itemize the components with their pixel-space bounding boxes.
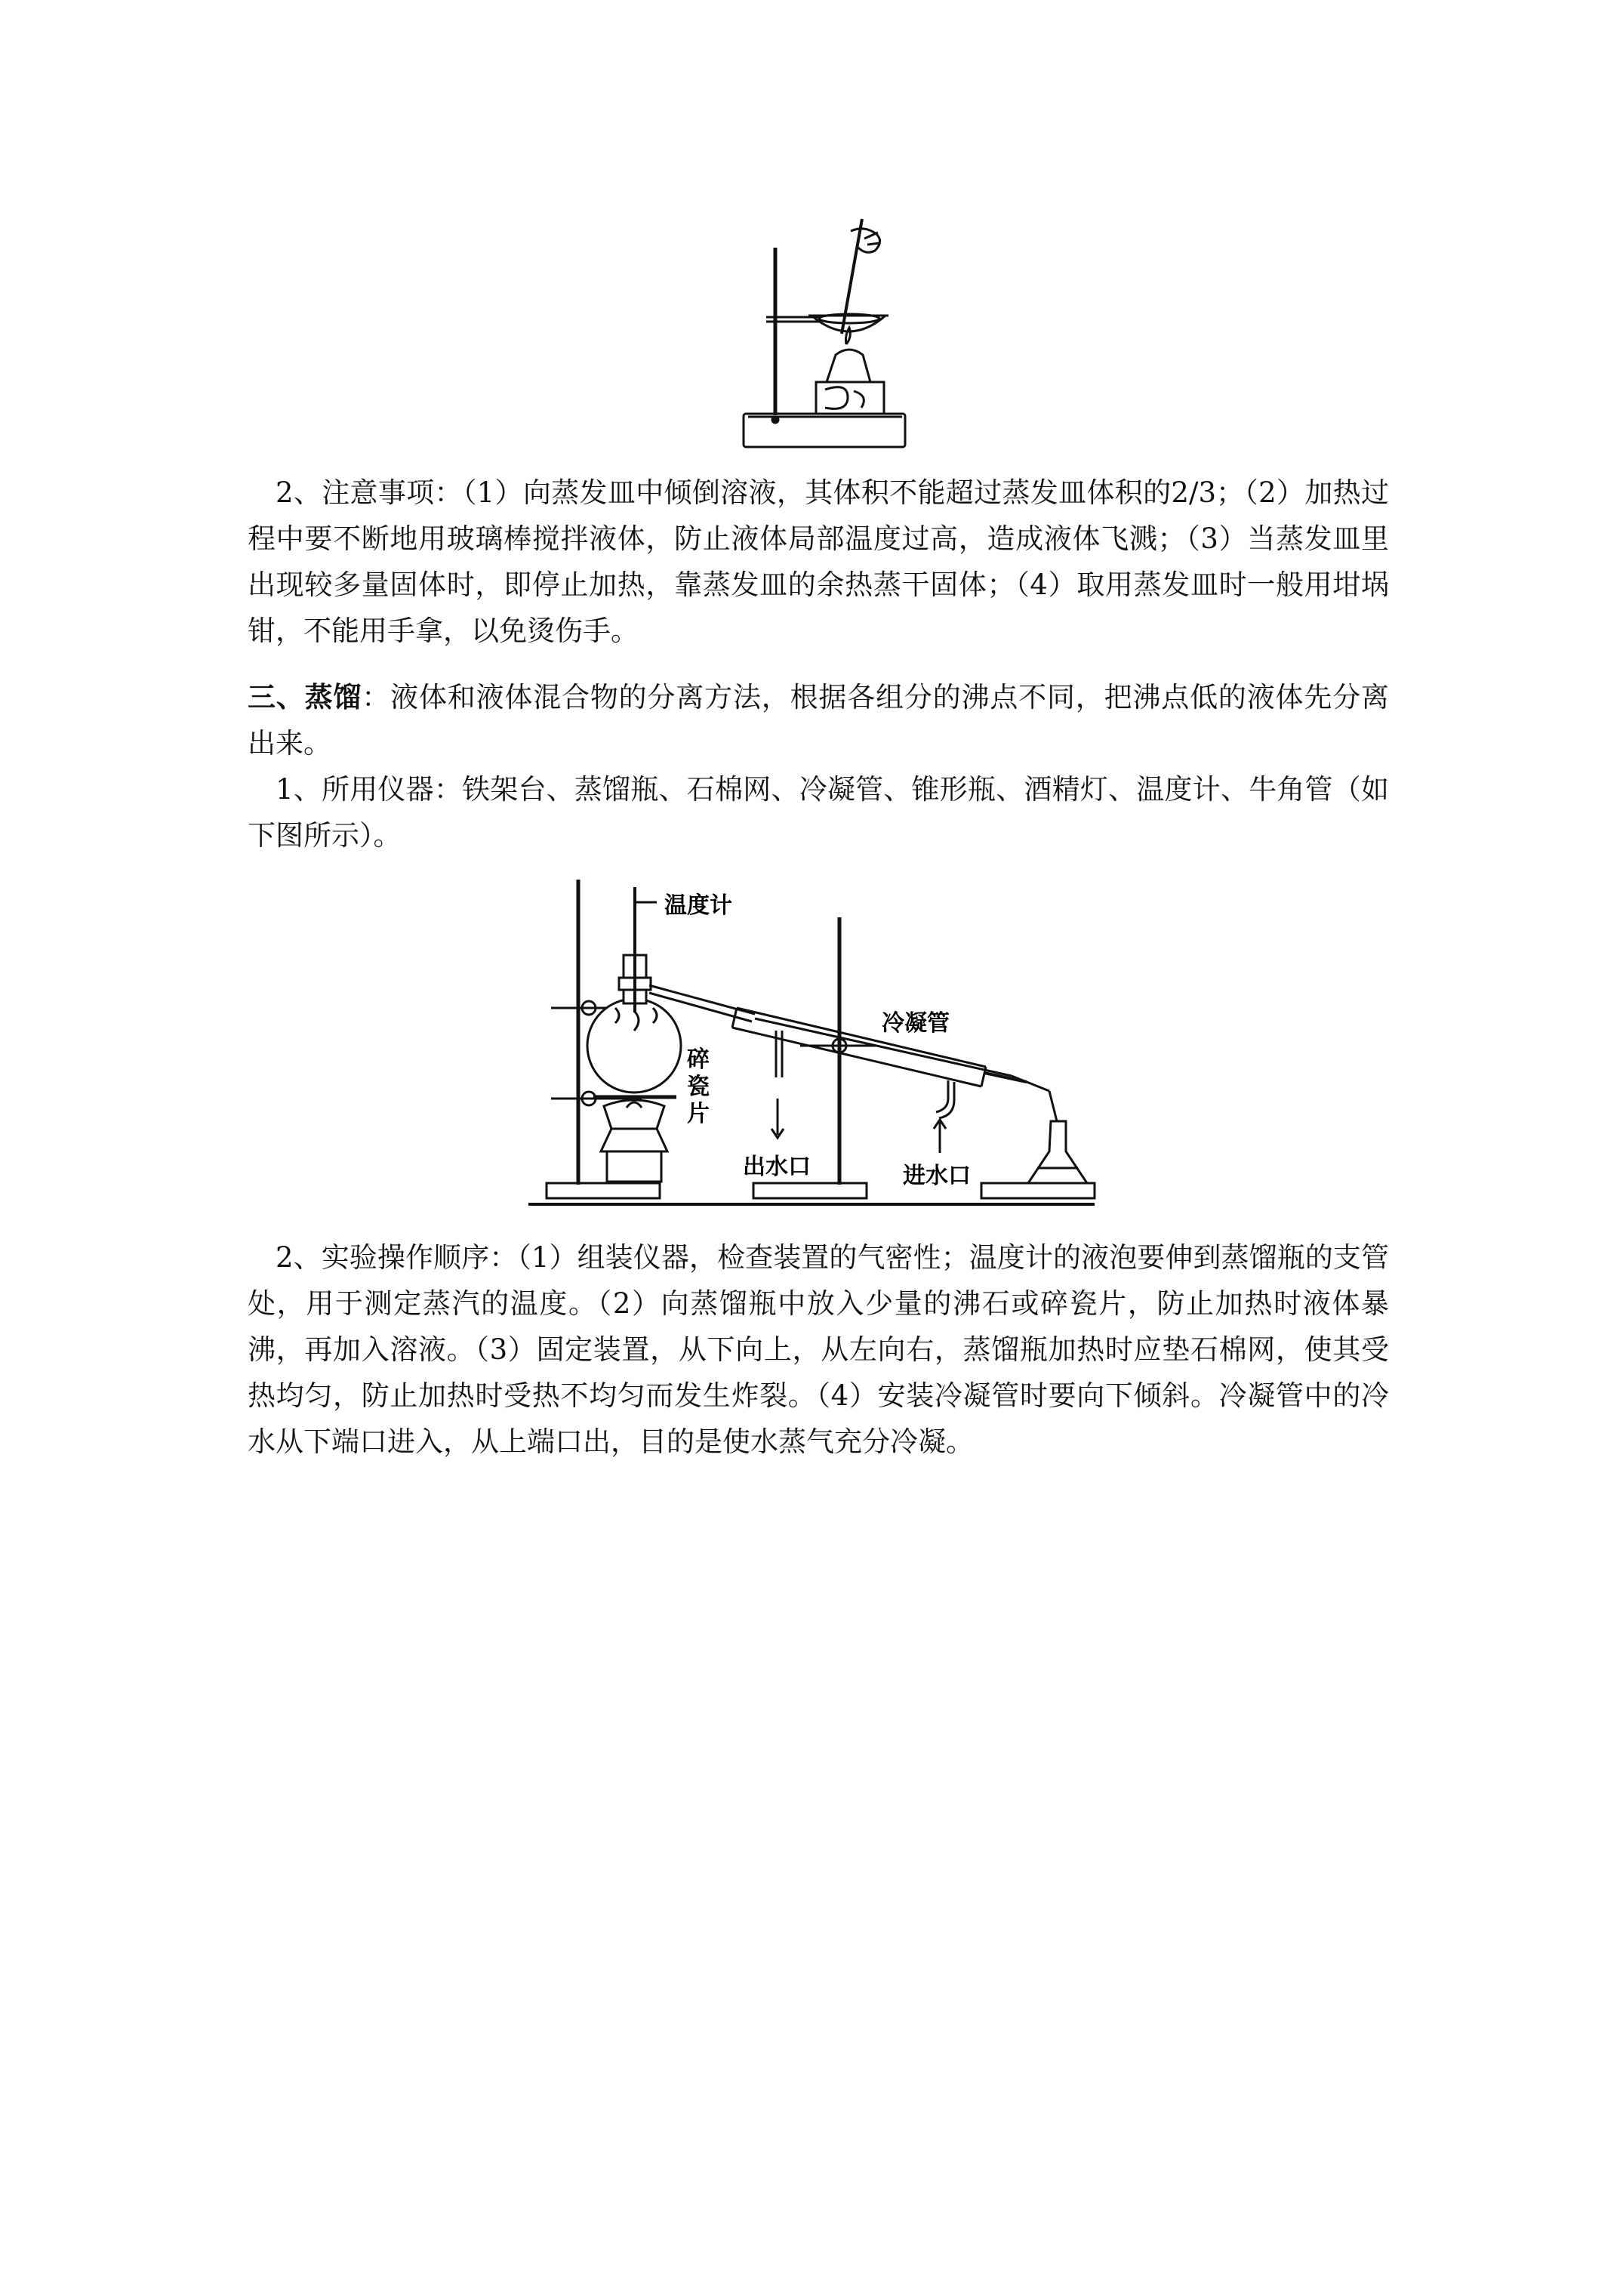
distillation-equipment-paragraph: 1、所用仪器：铁架台、蒸馏瓶、石棉网、冷凝管、锥形瓶、酒精灯、温度计、牛角管（如下图所示）。 bbox=[248, 773, 1389, 852]
distillation-heading-paragraph bbox=[248, 674, 1389, 766]
label-porcelain-chips-1: 碎 bbox=[687, 1046, 710, 1073]
label-porcelain-chips-3: 片 bbox=[687, 1101, 710, 1127]
evaporation-notes-paragraph: 2、注意事项：（1）向蒸发皿中倾倒溶液，其体积不能超过蒸发皿体积的2/3；（2）加热过程中要不断地用玻璃棒搅拌液体，防止液体局部温度过高，造成液体飞溅；（3）当蒸发皿里出现较多量固体时，即停止加热，靠蒸发皿的余热蒸干固体；（4）取用蒸发皿时一般用坩埚钳，不能用手拿，以免烫伤手。 bbox=[248, 476, 1389, 647]
distillation-heading-label: 三、蒸馏 bbox=[248, 680, 362, 713]
label-water-outlet: 出水口 bbox=[743, 1154, 811, 1180]
label-thermometer: 温度计 bbox=[664, 892, 732, 919]
evaporation-apparatus-figure bbox=[736, 204, 913, 457]
label-water-inlet: 进水口 bbox=[903, 1163, 971, 1189]
distillation-procedure-paragraph: 2、实验操作顺序：（1）组装仪器，检查装置的气密性；温度计的液泡要伸到蒸馏瓶的支管处，用于测定蒸汽的温度。（2）向蒸馏瓶中放入少量的沸石或碎瓷片，防止加热时液体暴沸，再加入溶液。（3）固定装置，从下向上，从左向右，蒸馏瓶加热时应垫石棉网，使其受热均匀，防止加热时受热不均匀而发生炸裂。（4）安装冷凝管时要向下倾斜。冷凝管中的冷水从下端口进入，从上端口出，目的是使水蒸气充分冷凝。 bbox=[248, 1241, 1389, 1458]
distillation-apparatus-figure bbox=[528, 872, 1102, 1227]
label-porcelain-chips-2: 瓷 bbox=[687, 1074, 710, 1100]
distillation-heading-text: ：液体和液体混合物的分离方法，根据各组分的沸点不同，把沸点低的液体先分离出来。 bbox=[248, 681, 1390, 760]
label-condenser: 冷凝管 bbox=[882, 1010, 950, 1037]
